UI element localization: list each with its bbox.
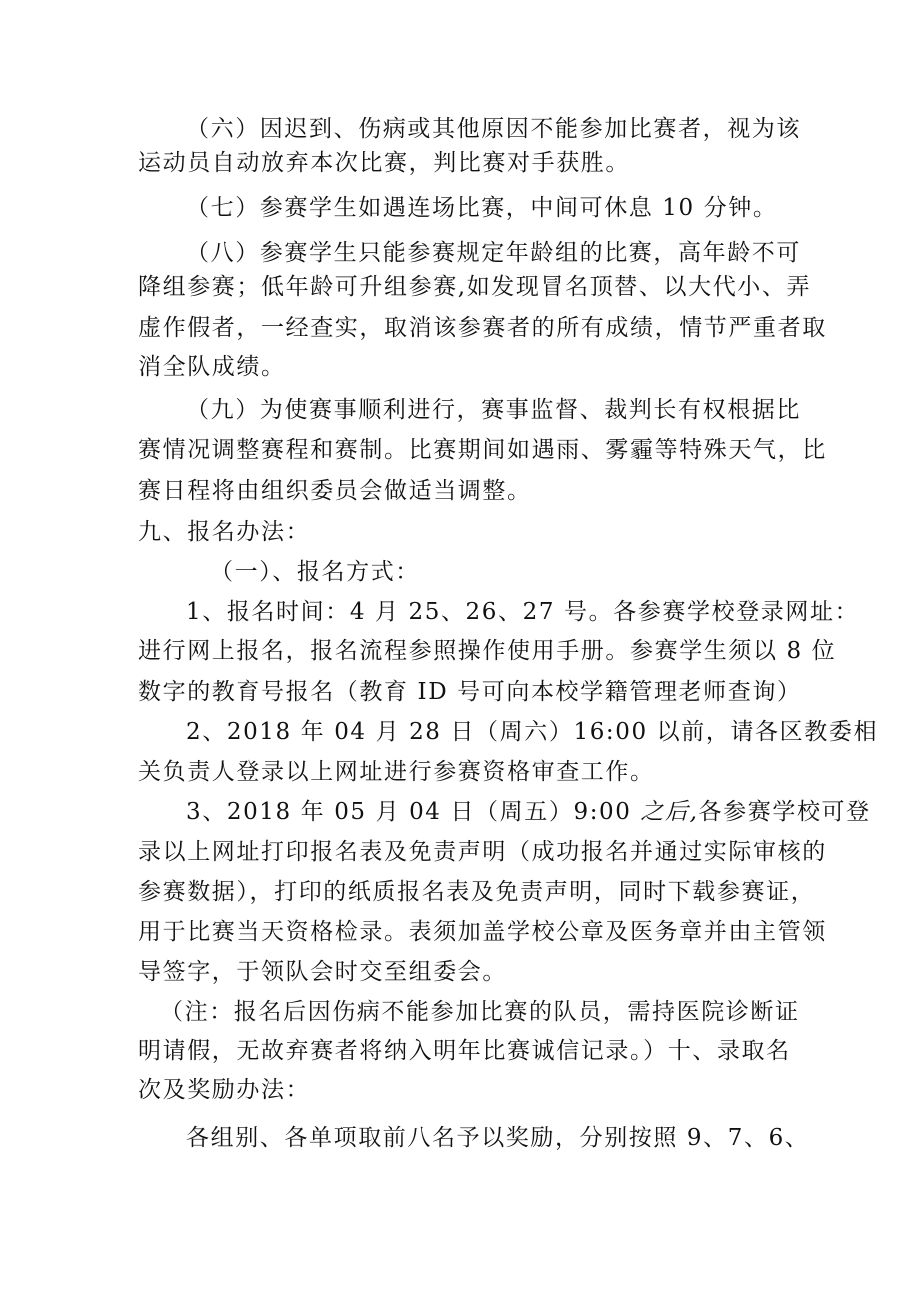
paragraph-8-line-2: 降组参赛；低年龄可升组参赛,如发现冒名顶替、以大代小、弄 xyxy=(138,274,812,300)
item-2-line-2: 关负责人登录以上网址进行参赛资格审查工作。 xyxy=(138,759,655,785)
section-heading-registration: 九、报名办法： xyxy=(138,519,311,545)
item-3-line-2: 录以上网址打印报名表及免责声明（成功报名并通过实际审核的 xyxy=(138,839,827,865)
item-3-line-3: 参赛数据），打印的纸质报名表及免责声明，同时下载参赛证， xyxy=(138,879,816,905)
paragraph-8-line-4: 消全队成绩。 xyxy=(138,354,286,380)
paragraph-8-line-1: （八）参赛学生只能参赛规定年龄组的比赛，高年龄不可 xyxy=(186,240,801,266)
item-3-date-text: 3、2018 年 05 月 04 日（周五）9:00 xyxy=(186,799,641,825)
item-1-line-2: 进行网上报名，报名流程参照操作使用手册。参赛学生须以 8 位 xyxy=(138,638,837,664)
note-line-1: （注：报名后因伤病不能参加比赛的队员，需持医院诊断证 xyxy=(160,999,800,1025)
item-3-line-5: 导签字，于领队会时交至组委会。 xyxy=(138,959,507,985)
paragraph-8-line-3: 虚作假者，一经查实，取消该参赛者的所有成绩，情节严重者取 xyxy=(138,315,827,341)
paragraph-9-line-3: 赛日程将由组织委员会做适当调整。 xyxy=(138,478,532,504)
award-line-1: 各组别、各单项取前八名予以奖励，分别按照 9、7、6、 xyxy=(186,1125,810,1151)
paragraph-7-line-1: （七）参赛学生如遇连场比赛，中间可休息 10 分钟。 xyxy=(186,195,778,221)
paragraph-9-line-2: 赛情况调整赛程和赛制。比赛期间如遇雨、雾霾等特殊天气，比 xyxy=(138,437,827,463)
item-3-after-text: 之后, xyxy=(640,799,699,825)
item-1-line-1: 1、报名时间：4 月 25、26、27 号。各参赛学校登录网址： xyxy=(186,599,860,625)
item-3-line-1 xyxy=(186,797,871,827)
paragraph-6-line-2: 运动员自动放弃本次比赛，判比赛对手获胜。 xyxy=(138,150,630,176)
paragraph-9-line-1: （九）为使赛事顺利进行，赛事监督、裁判长有权根据比 xyxy=(186,397,801,423)
item-2-line-1: 2、2018 年 04 月 28 日（周六）16:00 以前，请各区教委相 xyxy=(186,719,879,745)
item-3-tail-text: 各参赛学校可登 xyxy=(698,799,871,825)
item-3-line-4: 用于比赛当天资格检录。表须加盖学校公章及医务章并由主管领 xyxy=(138,919,827,945)
note-line-3: 次及奖励办法： xyxy=(138,1077,311,1103)
subheading-registration-method: （一）、报名方式： xyxy=(210,559,420,585)
item-1-line-3: 数字的教育号报名（教育 ID 号可向本校学籍管理老师查询） xyxy=(138,679,802,705)
note-line-2: 明请假，无故弃赛者将纳入明年比赛诚信记录。）十、录取名 xyxy=(138,1038,791,1064)
paragraph-6-line-1: （六）因迟到、伤病或其他原因不能参加比赛者，视为该 xyxy=(186,116,801,142)
